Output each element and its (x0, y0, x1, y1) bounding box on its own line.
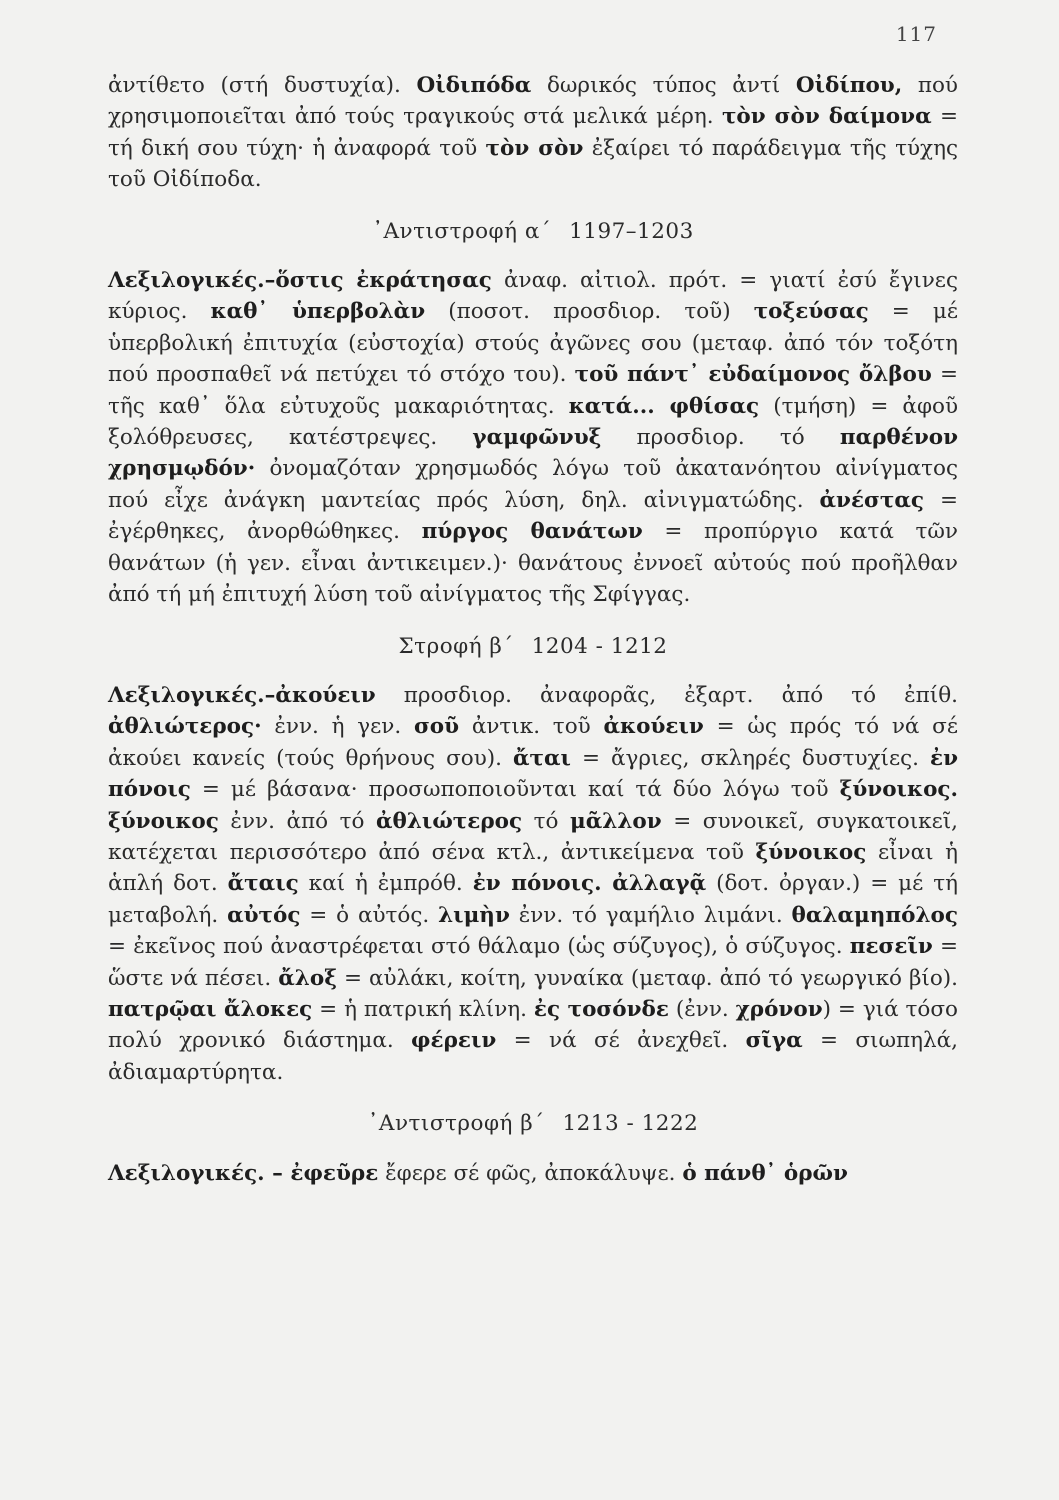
lemma-term: σοῦ (413, 714, 460, 740)
commentary-text: = τή δική σου τύχη· ἡ ἀναφορά τοῦ (108, 104, 958, 161)
commentary-text: = μέ ὑπερβολική ἐπιτυχία (εὐστοχία) στούς ἀγῶνες σου (μεταφ. ἀπό τόν τοξότη πού προσπαθεῖ νά πετύχει τό στόχο του). (108, 299, 958, 388)
commentary-text: = αὐλάκι, κοίτη, γυναίκα (μεταφ. ἀπό τό γεωργικό βίο). (336, 965, 958, 991)
lemma-term: πατρῷαι ἄλοκες (108, 996, 313, 1022)
commentary-text: = ὡς πρός τό νά σέ ἀκούει κανείς (τούς θρήνους σου). (108, 714, 958, 771)
lemma-term: ξύνοικος. ξύνοικος (108, 777, 958, 834)
lemma-term: τοξεύσας (753, 299, 869, 325)
commentary-text: (ἐνν. (668, 996, 736, 1022)
section-heading-verse-range: 1204 - 1212 (531, 633, 668, 659)
lemma-term: χρόνον (735, 996, 823, 1022)
commentary-text: ἀντικ. τοῦ (459, 714, 604, 740)
section-heading (108, 216, 958, 247)
lemma-term: ἐν πόνοις (108, 745, 958, 803)
page-number: 117 (895, 22, 937, 46)
commentary-text: = μέ βάσανα· προσωποποιοῦνται καί τά δύο λόγω τοῦ (190, 777, 840, 803)
lemma-term: ἀθλιώτερος· (108, 714, 262, 740)
lemma-term: ὁ πάνθ᾿ ὁρῶν (682, 1160, 848, 1186)
section-heading (108, 631, 958, 662)
commentary-text: ἐνν. ἡ γεν. (261, 714, 414, 740)
commentary-text: καί ἡ ἐμπρόθ. (298, 871, 473, 897)
lemma-term: ἀκούειν (603, 714, 704, 740)
commentary-text: = συνοικεῖ, συγκατοικεῖ, κατέχεται περισσότερο ἀπό σένα κτλ., ἀντικείμενα τοῦ (108, 808, 959, 865)
commentary-paragraph (108, 265, 958, 610)
body-text (108, 70, 958, 1189)
commentary-text: προσδιορ. ἀναφορᾶς, ἐξαρτ. ἀπό τό ἐπίθ. (375, 682, 958, 708)
commentary-text: ὀνομαζόταν χρησμωδός λόγω τοῦ ἀκατανόητου αἰνίγματος πού εἶχε ἀνάγκη μαντείας πρός λύση, δηλ. αἰνιγματώδης. (108, 456, 958, 513)
commentary-text: = τῆς καθ᾿ ὅλα εὐτυχοῦς μακαριότητας. (108, 362, 958, 419)
commentary-text: προσδιορ. τό (601, 425, 840, 451)
section-heading-label: ᾿Αντιστροφή α΄ (372, 218, 552, 244)
commentary-text: τό (522, 808, 570, 834)
section-heading (108, 1108, 958, 1139)
lemma-term: Λεξιλογικές. – ἐφεῦρε (108, 1160, 379, 1186)
commentary-text: (ποσοτ. προσδιορ. τοῦ) (425, 299, 754, 325)
lemma-term: ἄται (513, 745, 571, 771)
section-heading-verse-range: 1197–1203 (569, 218, 694, 244)
lemma-term: Οἰδιπόδα (416, 73, 532, 98)
lemma-term: πεσεῖν (849, 934, 933, 960)
commentary-text: δωρικός τύπος ἀντί (531, 73, 796, 98)
lemma-term: θαλαμηπόλος (791, 902, 958, 928)
lemma-term: τοῦ πάντ᾿ εὐδαίμονος ὄλβου (574, 362, 932, 388)
lemma-term: παρθένον χρησμῳδόν· (108, 425, 959, 482)
commentary-text: = ἐκεῖνος πού ἀναστρέφεται στό θάλαμο (ὡς σύζυγος), ὁ σύζυγος. (108, 934, 850, 960)
commentary-text: = ἡ πατρική κλίνη. (312, 996, 534, 1022)
commentary-text: = σιωπηλά, ἀδιαμαρτύρητα. (108, 1028, 959, 1085)
lemma-term: ἀθλιώτερος (375, 808, 523, 834)
commentary-text: ) = γιά τόσο πολύ χρονικό διάστημα. (108, 996, 958, 1054)
section-heading-label: ᾿Αντιστροφή β΄ (367, 1111, 545, 1137)
commentary-text: ἔφερε σέ φῶς, ἀποκάλυψε. (378, 1160, 683, 1186)
lemma-term: λιμὴν (438, 902, 510, 928)
commentary-text: (δοτ. ὀργαν.) = μέ τή μεταβολή. (108, 871, 958, 928)
lemma-term: ἐς τοσόνδε (533, 996, 669, 1022)
commentary-text: = νά σέ ἀνεχθεῖ. (496, 1028, 746, 1054)
commentary-text: ἐξαίρει τό παράδειγμα τῆς τύχης τοῦ Οἰδίποδα. (108, 135, 958, 193)
lemma-term: γαμφῶνυξ (472, 425, 602, 451)
lemma-term: τὸν σὸν δαίμονα (721, 104, 932, 130)
lemma-term: πύργος θανάτων (421, 519, 643, 545)
commentary-text: (τμήση) = ἀφοῦ ξολόθρευσες, κατέστρεψες. (108, 393, 959, 451)
section-heading-label: Στροφή β΄ (398, 633, 514, 659)
lemma-term: ἀνέστας (819, 487, 925, 513)
lemma-term: ἄταις (227, 871, 299, 897)
lemma-term: ἄλοξ (278, 965, 337, 991)
commentary-paragraph (108, 680, 958, 1088)
commentary-text: εἶναι ἡ ἁπλή δοτ. (108, 839, 958, 897)
commentary-paragraph (108, 1158, 958, 1189)
commentary-text: ἀντίθετο (στή δυστυχία). (108, 73, 417, 98)
commentary-paragraph (108, 70, 958, 196)
lemma-term: σῖγα (745, 1028, 803, 1054)
section-heading-verse-range: 1213 - 1222 (562, 1111, 699, 1137)
commentary-text: ἐνν. τό γαμήλιο λιμάνι. (509, 902, 792, 928)
commentary-text: = ὁ αὐτός. (300, 902, 439, 928)
lemma-term: κατά... φθίσας (568, 393, 760, 419)
commentary-text: = ἐγέρθηκες, ἀνορθώθηκες. (108, 487, 958, 545)
lemma-term: μᾶλλον (569, 808, 662, 834)
lemma-term: Λεξιλογικές.–ὅστις ἐκράτησας (108, 268, 492, 294)
lemma-term: τὸν σὸν (485, 135, 584, 161)
lemma-term: αὐτός (227, 902, 301, 928)
commentary-text: ἀναφ. αἰτιολ. πρότ. = γιατί ἐσύ ἔγινες κύριος. (108, 268, 958, 325)
lemma-term: Λεξιλογικές.–ἀκούειν (108, 682, 376, 708)
commentary-text: = ἄγριες, σκληρές δυστυχίες. (570, 745, 930, 771)
lemma-term: καθ᾿ ὑπερβολὰν (210, 299, 426, 325)
commentary-text: = προπύργιο κατά τῶν θανάτων (ἡ γεν. εἶναι ἀντικειμεν.)· θανάτους ἐννοεῖ αὐτούς πού προῆλθαν ἀπό τή μή ἐπιτυχή λύση τοῦ αἰνίγματος τῆς Σφίγγας. (108, 519, 958, 608)
lemma-term: ἐν πόνοις. ἀλλαγᾷ (472, 871, 707, 897)
lemma-term: Οἰδίπου, (795, 73, 903, 98)
commentary-text: = ὥστε νά πέσει. (108, 934, 958, 991)
commentary-text: ἐνν. ἀπό τό (218, 808, 376, 834)
lemma-term: φέρειν (411, 1028, 497, 1054)
commentary-text: πού χρησιμοποιεῖται ἀπό τούς τραγικούς στά μελικά μέρη. (108, 73, 959, 130)
lemma-term: ξύνοικος (755, 839, 867, 865)
